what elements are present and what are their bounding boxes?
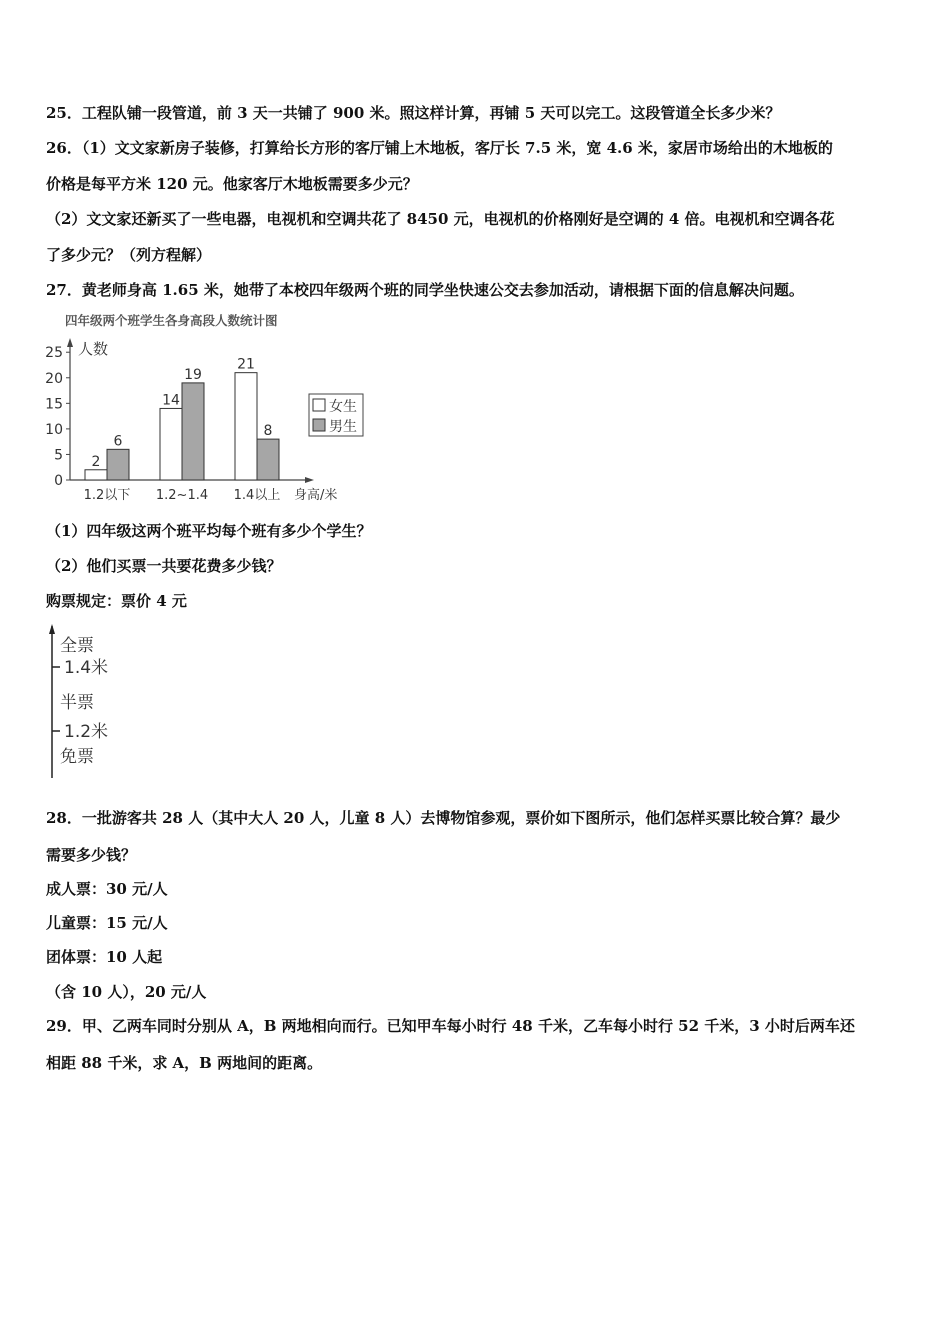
legend-label-girls: 女生 bbox=[329, 399, 357, 415]
x-tick-label: 1.2以下 bbox=[83, 488, 131, 503]
label-1-2m: 1.2米 bbox=[64, 722, 109, 742]
q27-sub-2: （2）他们买票一共要花费多少钱？ bbox=[46, 557, 282, 575]
q29-line-2: 相距 88 千米，求 A，B 两地间的距离。 bbox=[46, 1054, 323, 1072]
x-axis-label: 身高/米 bbox=[294, 488, 338, 503]
y-axis-label: 人数 bbox=[78, 340, 109, 358]
q26-line-1: 26．（1）文文家新房子装修，打算给长方形的客厅铺上木地板，客厅长 7.5 米，宽 4.6 米，家居市场给出的木地板的 bbox=[46, 139, 833, 157]
ticket-height-diagram bbox=[44, 620, 164, 780]
label-free-ticket: 免票 bbox=[60, 747, 94, 767]
bar-girls bbox=[235, 373, 257, 480]
y-tick-label: 10 bbox=[45, 421, 63, 438]
y-tick-label: 25 bbox=[45, 345, 63, 362]
bar-boys bbox=[107, 449, 129, 480]
legend-swatch-girls bbox=[313, 399, 325, 411]
label-full-ticket: 全票 bbox=[60, 636, 94, 656]
q28-line-1: 28．一批游客共 28 人（其中大人 20 人，儿童 8 人）去博物馆参观，票价如下图所示，他们怎样买票比较合算？最少 bbox=[46, 809, 841, 827]
chart-title: 四年级两个班学生各身高段人数统计图 bbox=[65, 313, 278, 328]
q28-group-min: 团体票：10 人起 bbox=[46, 948, 163, 966]
q26-line-3: （2）文文家还新买了一些电器，电视机和空调共花了 8450 元，电视机的价格刚好是空调的 4 倍。电视机和空调各花 bbox=[46, 210, 835, 228]
q26-line-2: 价格是每平方米 120 元。他家客厅木地板需要多少元？ bbox=[46, 175, 418, 193]
label-1-4m: 1.4米 bbox=[64, 658, 109, 678]
y-axis-arrow bbox=[67, 338, 73, 347]
bar-value-label: 21 bbox=[237, 356, 255, 373]
q29-line-1: 29．甲、乙两车同时分别从 A，B 两地相向而行。已知甲车每小时行 48 千米，乙车每小时行 52 千米，3 小时后两车还 bbox=[46, 1017, 855, 1035]
y-tick-label: 15 bbox=[45, 396, 63, 413]
q28-group-price: （含 10 人），20 元/人 bbox=[46, 983, 207, 1001]
q26-line-4: 了多少元？（列方程解） bbox=[46, 246, 212, 264]
bar-value-label: 6 bbox=[113, 433, 123, 450]
q28-child-price: 儿童票：15 元/人 bbox=[46, 914, 168, 932]
q27-line-1: 27．黄老师身高 1.65 米，她带了本校四年级两个班的同学坐快速公交去参加活动，请根据下面的信息解决问题。 bbox=[46, 281, 804, 299]
bar-value-label: 2 bbox=[91, 453, 101, 470]
height-bar-chart bbox=[40, 312, 370, 507]
x-tick-label: 1.2~1.4 bbox=[155, 488, 209, 503]
y-tick-label: 20 bbox=[45, 370, 63, 387]
bar-boys bbox=[182, 383, 204, 480]
q28-line-2: 需要多少钱？ bbox=[46, 846, 137, 864]
x-axis-arrow bbox=[305, 477, 314, 483]
legend-swatch-boys bbox=[313, 419, 325, 431]
legend-label-boys: 男生 bbox=[329, 419, 357, 435]
bar-value-label: 14 bbox=[162, 392, 180, 409]
bar-value-label: 8 bbox=[263, 423, 273, 440]
bar-girls bbox=[160, 408, 182, 480]
x-tick-label: 1.4以上 bbox=[233, 488, 281, 503]
bar-boys bbox=[257, 439, 279, 480]
bar-girls bbox=[85, 470, 107, 480]
q25-text: 25．工程队铺一段管道，前 3 天一共铺了 900 米。照这样计算，再铺 5 天可以完工。这段管道全长多少米？ bbox=[46, 104, 781, 122]
y-tick-label: 5 bbox=[54, 447, 63, 464]
bar-value-label: 19 bbox=[184, 366, 202, 383]
y-tick-label: 0 bbox=[54, 473, 63, 489]
label-half-ticket: 半票 bbox=[60, 693, 94, 713]
q28-adult-price: 成人票：30 元/人 bbox=[46, 880, 168, 898]
ticket-rule: 购票规定：票价 4 元 bbox=[46, 592, 187, 610]
q27-sub-1: （1）四年级这两个班平均每个班有多少个学生？ bbox=[46, 522, 372, 540]
